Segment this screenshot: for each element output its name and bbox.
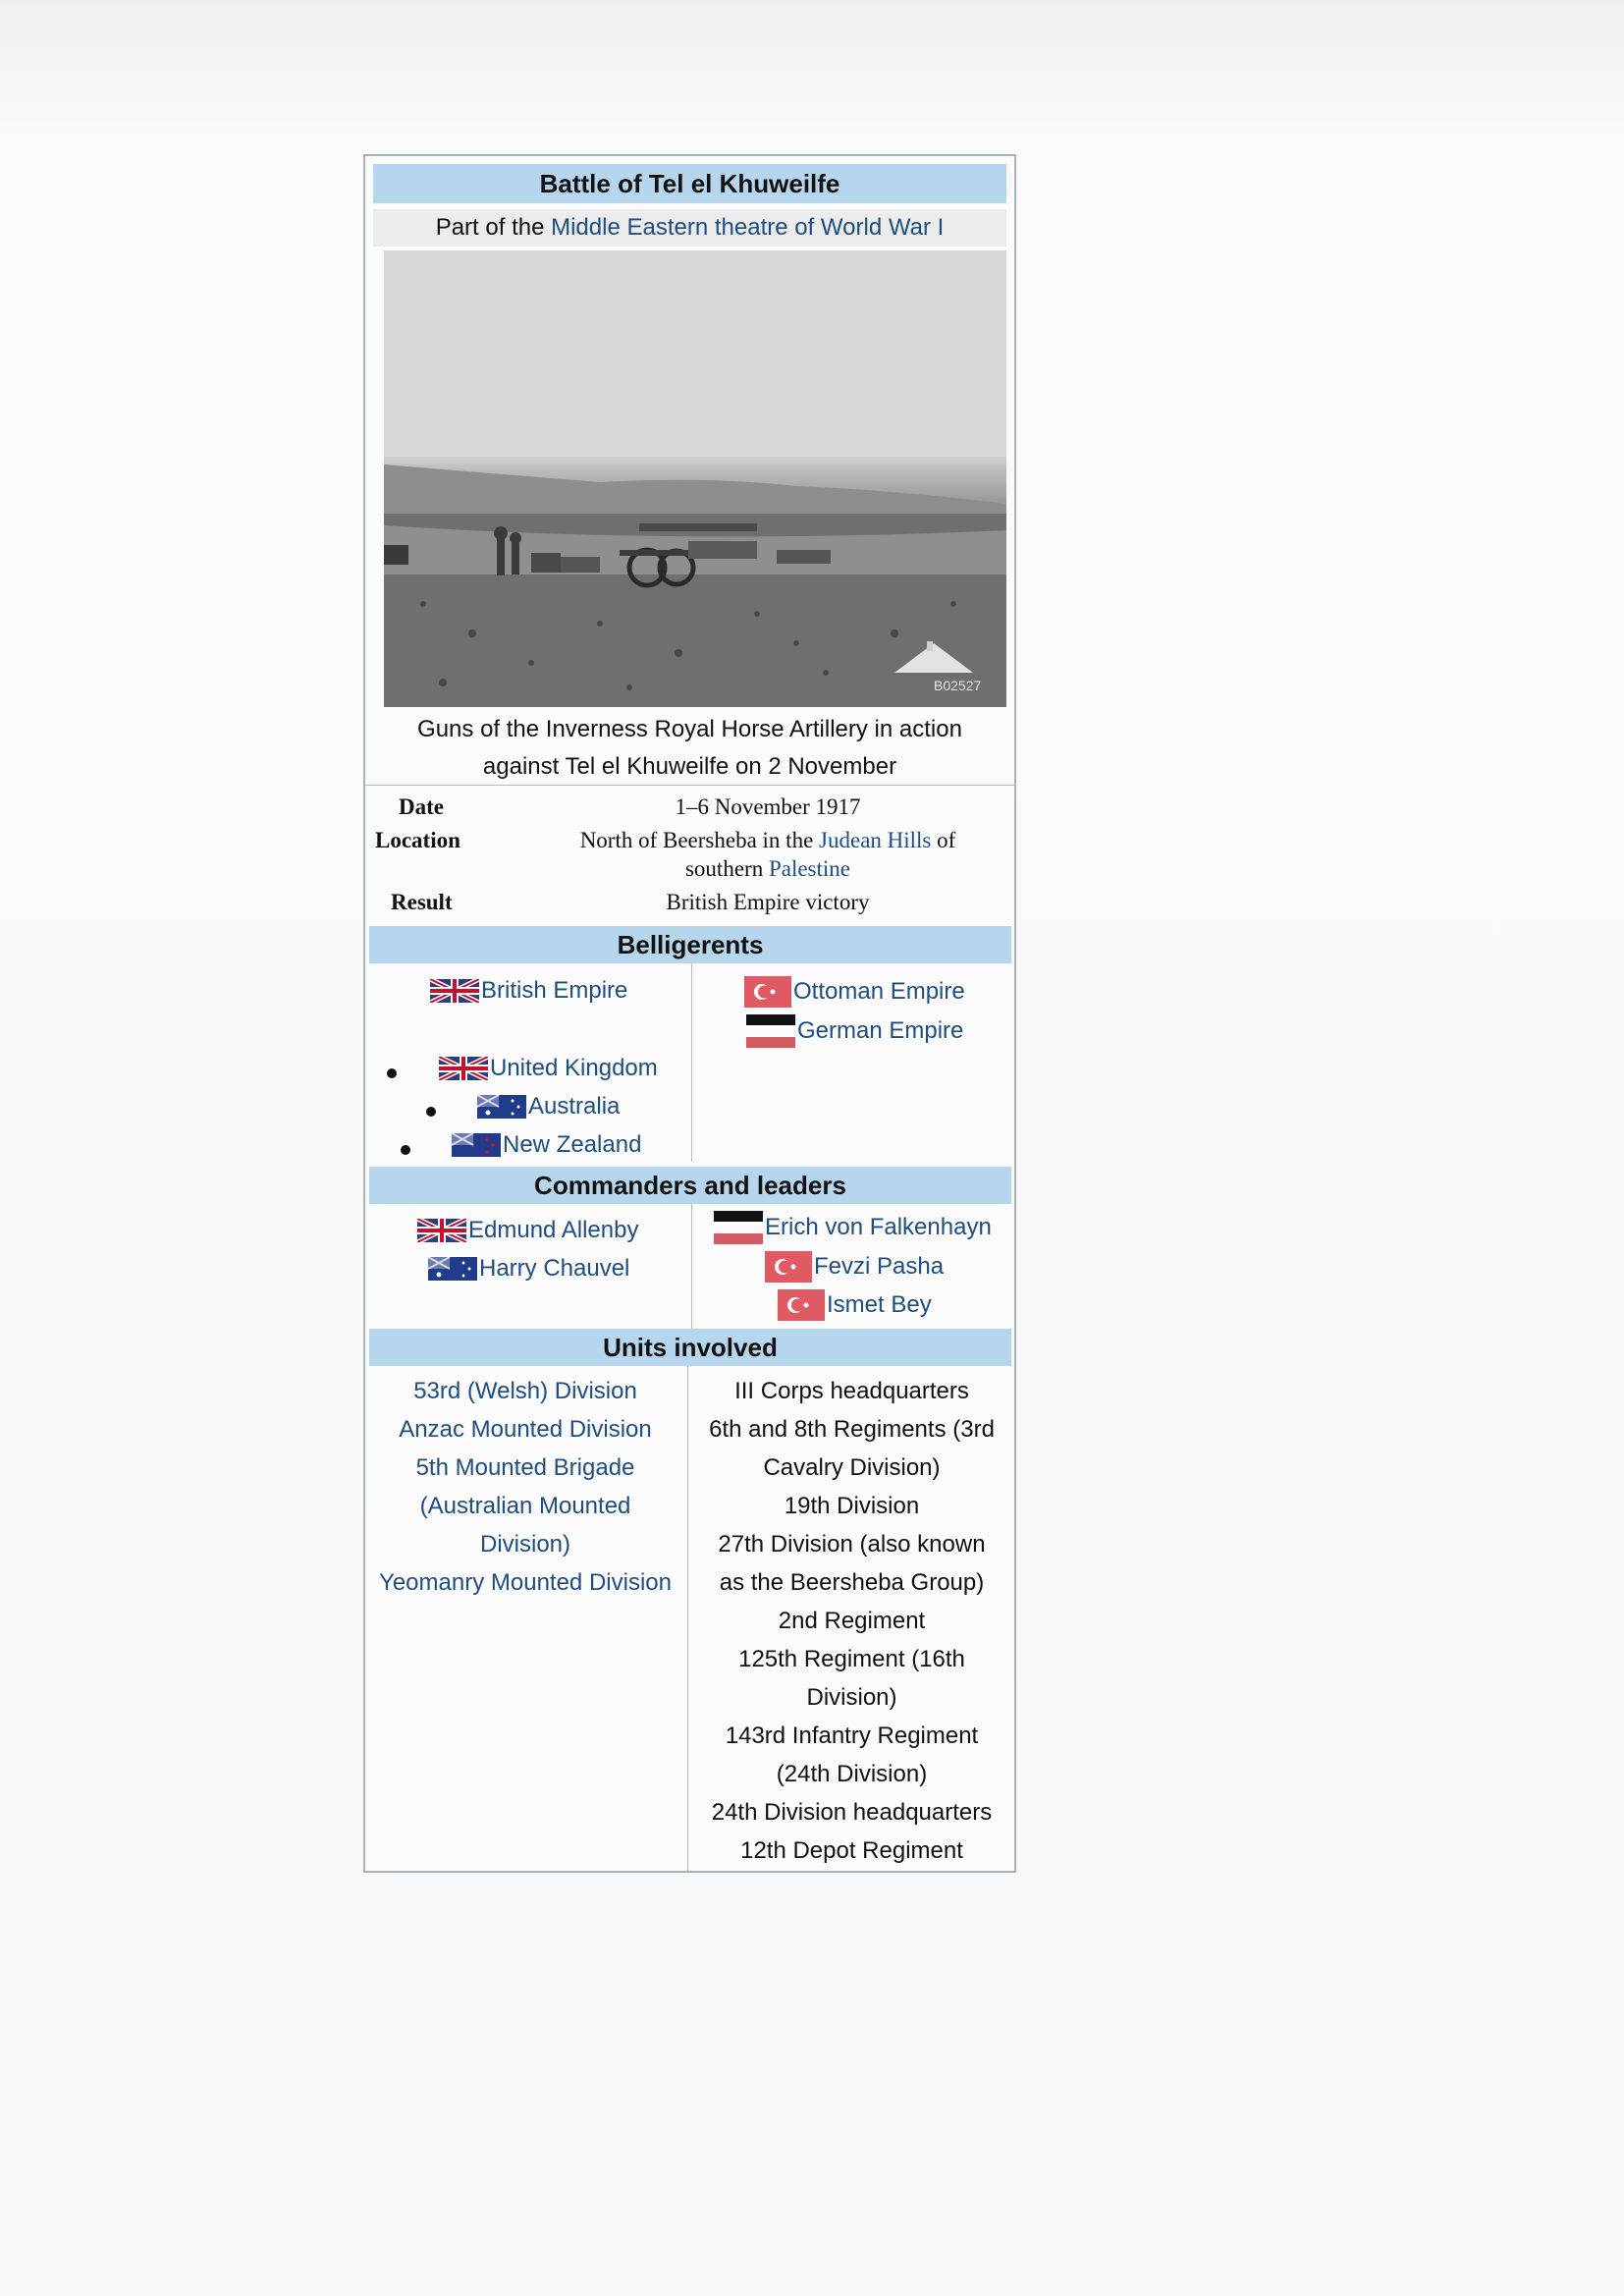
german-empire-flag-icon	[746, 1014, 795, 1048]
commanders-heading: Commanders and leaders	[369, 1167, 1011, 1204]
infobox-subtitle	[373, 209, 1006, 246]
unit-line: 24th Division headquarters	[711, 1799, 993, 1826]
unit-line: III Corps headquarters	[734, 1378, 969, 1404]
commander-edmund-allenby[interactable]	[417, 1216, 638, 1245]
result-value: British Empire victory	[666, 890, 870, 914]
result-label: Result	[391, 890, 453, 914]
photo-caption	[373, 711, 1006, 786]
caption-line-2: against Tel el Khuweilfe on 2 November	[482, 753, 897, 780]
divider	[365, 785, 1014, 786]
unit-line: 19th Division	[784, 1493, 920, 1519]
new-zealand-flag-icon	[452, 1133, 501, 1157]
unit-line: Cavalry Division)	[763, 1454, 941, 1481]
commander-label: Harry Chauvel	[479, 1255, 630, 1282]
subtitle-link[interactable]: Middle Eastern theatre of World War I	[551, 214, 945, 241]
uk-flag-icon	[430, 979, 479, 1003]
belligerent-label: United Kingdom	[490, 1055, 658, 1081]
caption-line-1: Guns of the Inverness Royal Horse Artillery in action	[417, 716, 962, 742]
belligerent-label: Australia	[528, 1093, 621, 1120]
unit-line: 143rd Infantry Regiment	[725, 1722, 979, 1749]
units-heading: Units involved	[369, 1329, 1011, 1366]
date-label: Date	[399, 794, 444, 819]
german-empire-flag-icon	[714, 1211, 763, 1244]
unit-line: Division)	[806, 1684, 897, 1711]
location-text-1: North of Beersheba in the	[579, 828, 820, 852]
location-label: Location	[375, 828, 460, 852]
uk-flag-icon	[417, 1219, 466, 1242]
bullet-icon	[387, 1068, 397, 1078]
belligerent-ottoman-empire[interactable]	[744, 976, 965, 1008]
australia-flag-icon	[428, 1257, 477, 1281]
units-right-column	[689, 1372, 1014, 1870]
ottoman-flag-icon	[765, 1251, 812, 1283]
belligerent-australia[interactable]	[477, 1092, 620, 1121]
infobox-title: Battle of Tel el Khuweilfe	[373, 164, 1006, 203]
commander-label: Fevzi Pasha	[814, 1253, 945, 1280]
units-left-column	[365, 1372, 685, 1602]
unit-line[interactable]: Yeomanry Mounted Division	[379, 1569, 672, 1596]
commander-harry-chauvel[interactable]	[428, 1254, 629, 1284]
belligerent-label: British Empire	[481, 977, 628, 1004]
commander-label: Edmund Allenby	[468, 1217, 639, 1243]
judean-hills-link[interactable]: Judean Hills	[819, 828, 932, 852]
unit-line: (24th Division)	[776, 1761, 928, 1787]
date-value: 1–6 November 1917	[675, 794, 861, 819]
commander-erich-von-falkenhayn[interactable]	[714, 1211, 992, 1244]
belligerent-label: Ottoman Empire	[793, 978, 965, 1005]
unit-line[interactable]: Anzac Mounted Division	[399, 1416, 652, 1443]
belligerent-united-kingdom[interactable]	[439, 1054, 658, 1083]
unit-line: 125th Regiment (16th	[738, 1646, 965, 1672]
ottoman-flag-icon	[744, 976, 791, 1008]
unit-line[interactable]: 5th Mounted Brigade	[415, 1454, 635, 1481]
column-divider	[691, 963, 692, 1162]
unit-line[interactable]: 53rd (Welsh) Division	[413, 1378, 637, 1404]
column-divider	[691, 1204, 692, 1330]
location-text-3: southern	[684, 856, 769, 881]
commander-label: Erich von Falkenhayn	[765, 1214, 992, 1240]
infobox	[363, 154, 1016, 1873]
bullet-icon	[401, 1145, 410, 1155]
photo-stamp: B02527	[934, 678, 982, 693]
australia-flag-icon	[477, 1095, 526, 1119]
commander-fevzi-pasha[interactable]	[765, 1251, 944, 1283]
commander-ismet-bey[interactable]	[778, 1289, 932, 1321]
location-value	[532, 826, 1003, 883]
commander-label: Ismet Bey	[827, 1291, 932, 1318]
belligerent-new-zealand[interactable]	[452, 1130, 641, 1160]
unit-line: as the Beersheba Group)	[719, 1569, 985, 1596]
uk-flag-icon	[439, 1057, 488, 1080]
location-text-2: of	[931, 828, 956, 852]
belligerent-german-empire[interactable]	[746, 1014, 963, 1048]
column-divider	[687, 1366, 688, 1871]
battle-photo[interactable]	[384, 250, 1006, 707]
battle-photo-image	[384, 250, 1006, 707]
unit-line: 12th Depot Regiment	[740, 1837, 963, 1864]
belligerent-label: German Empire	[797, 1017, 964, 1044]
belligerents-heading: Belligerents	[369, 926, 1011, 963]
unit-line: 2nd Regiment	[778, 1608, 926, 1634]
belligerent-label: New Zealand	[503, 1131, 642, 1158]
unit-line: 6th and 8th Regiments (3rd	[709, 1416, 995, 1443]
palestine-link[interactable]: Palestine	[768, 856, 850, 881]
belligerent-british-empire[interactable]	[430, 976, 627, 1006]
unit-line[interactable]: (Australian Mounted	[419, 1493, 631, 1519]
unit-line[interactable]: Division)	[479, 1531, 570, 1558]
ottoman-flag-icon	[778, 1289, 825, 1321]
bullet-icon	[426, 1107, 436, 1117]
subtitle-prefix: Part of the	[435, 214, 552, 241]
unit-line: 27th Division (also known	[718, 1531, 986, 1558]
